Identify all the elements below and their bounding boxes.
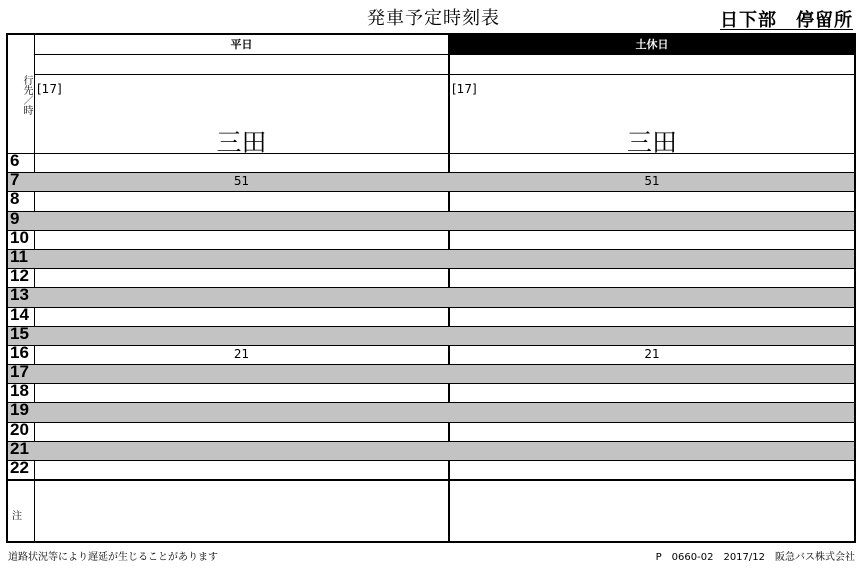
weekend-minutes: 21 — [644, 346, 660, 361]
hour-row — [8, 323, 854, 345]
hour-row — [8, 460, 854, 479]
hour-label: 6 — [10, 151, 20, 170]
hour-row — [8, 287, 854, 306]
hour-rows — [8, 153, 854, 479]
hour-label: 14 — [10, 304, 29, 324]
hour-row — [8, 246, 854, 268]
weekday-route-code: [17] — [37, 82, 62, 96]
hour-label: 18 — [10, 381, 29, 401]
hour-label: 13 — [10, 285, 29, 305]
hour-row — [8, 342, 854, 364]
hour-label: 11 — [10, 246, 28, 266]
weekday-minutes: 51 — [233, 174, 250, 189]
weekend-minutes: 51 — [644, 174, 660, 189]
hour-row — [8, 402, 854, 421]
hour-label: 16 — [10, 342, 29, 362]
hour-label: 15 — [10, 323, 29, 343]
weekday-minutes: 21 — [233, 346, 250, 361]
weekend-destination: 三田 — [626, 128, 677, 157]
weekday-header: 平日 — [35, 35, 448, 55]
hour-label: 20 — [10, 419, 29, 439]
hour-row — [8, 153, 854, 172]
weekday-destination: 三田 — [216, 128, 267, 157]
hour-label: 12 — [10, 266, 29, 286]
hour-row — [8, 191, 854, 210]
hour-row — [8, 383, 854, 402]
document-title: 発車予定時刻表 — [367, 8, 500, 29]
hour-label: 21 — [10, 438, 29, 458]
weekend-blank-row — [450, 55, 854, 75]
hour-label: 7 — [10, 170, 20, 190]
hour-label: 10 — [10, 227, 29, 247]
stop-name: 日下部 停留所 — [720, 10, 853, 31]
timetable-sheet — [6, 33, 856, 543]
weekend-route-code: [17] — [452, 82, 477, 96]
hour-label: 22 — [10, 458, 29, 477]
print-code: P 0660-02 2017/12 阪急バス株式会社 — [655, 552, 855, 563]
hour-label: 17 — [10, 362, 29, 382]
notes-section — [8, 479, 854, 543]
hour-row — [8, 419, 854, 441]
weekend-header: 土休日 — [450, 35, 854, 55]
hour-row — [8, 304, 854, 326]
hour-row — [8, 438, 854, 460]
hour-label: 19 — [10, 400, 29, 420]
destination-hour-label: 行先／時 — [21, 75, 32, 115]
hour-label: 8 — [10, 189, 20, 209]
hour-label: 9 — [10, 208, 20, 228]
notes-label: 注 — [12, 511, 22, 522]
delay-notice: 道路状況等により遅延が生じることがあります — [8, 552, 218, 563]
hour-row — [8, 227, 854, 249]
hour-row — [8, 172, 854, 191]
hour-row — [8, 208, 854, 230]
hour-row — [8, 268, 854, 287]
hour-row — [8, 364, 854, 383]
weekday-blank-row — [35, 55, 448, 75]
